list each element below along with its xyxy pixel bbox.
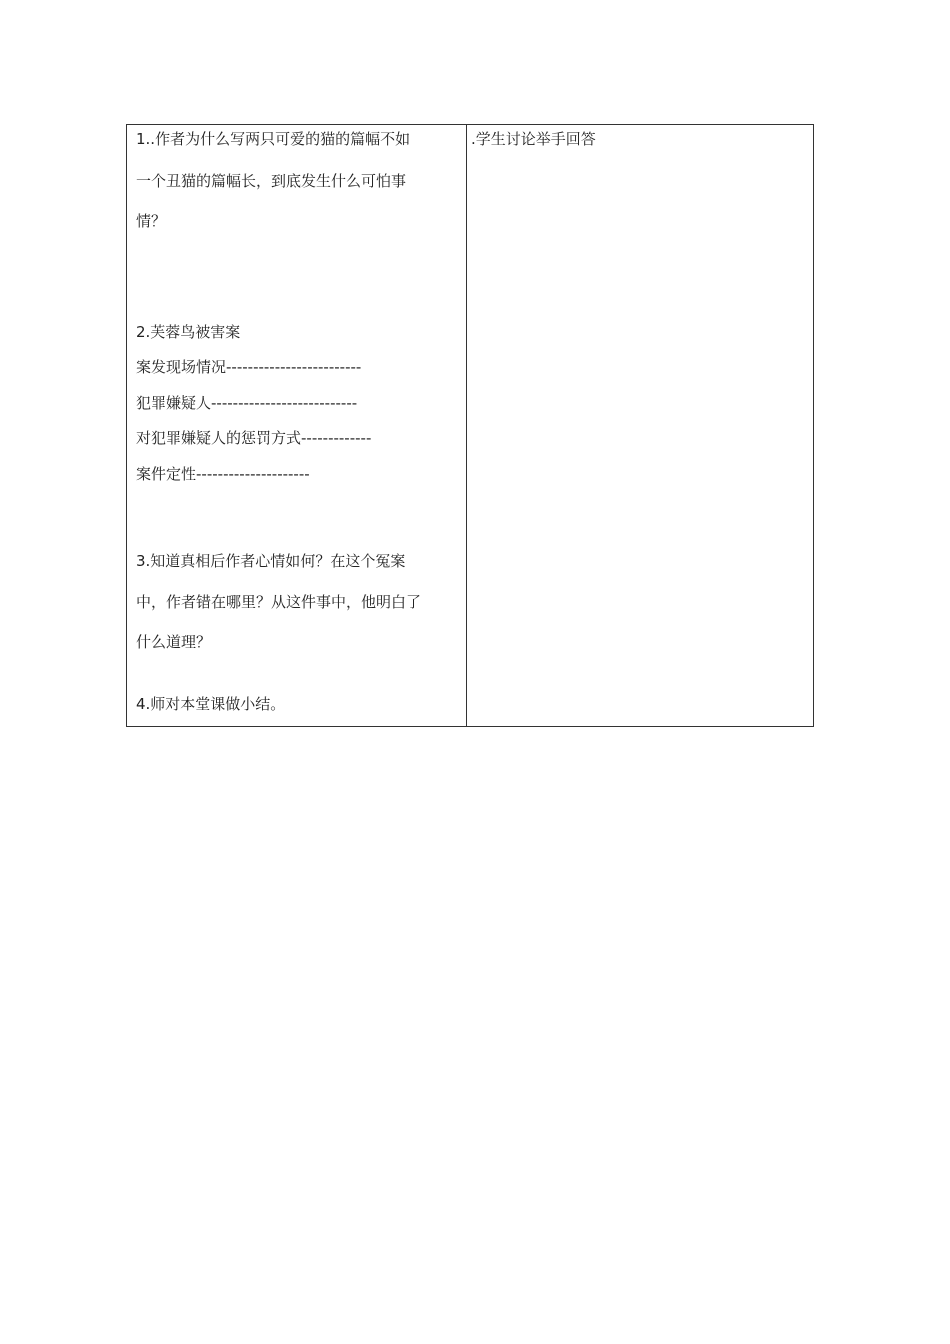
question-1-line-3: 情？ (136, 212, 167, 230)
lesson-table (126, 124, 814, 727)
case-scene-line: 案发现场情况------------------------- (136, 358, 362, 376)
question-3-line-1: 3.知道真相后作者心情如何？在这个冤案 (136, 552, 406, 570)
suspect-line: 犯罪嫌疑人--------------------------- (136, 394, 358, 412)
question-1-line-1: 1..作者为什么写两只可爱的猫的篇幅不如 (136, 130, 411, 148)
question-2-title: 2.芙蓉鸟被害案 (136, 323, 241, 341)
column-divider (466, 125, 467, 726)
question-4: 4.师对本堂课做小结。 (136, 695, 286, 713)
question-3-line-3: 什么道理？ (136, 633, 212, 651)
question-3-line-2: 中，作者错在哪里？从这件事中，他明白了 (136, 593, 422, 611)
student-answer: .学生讨论举手回答 (471, 130, 596, 148)
question-1-line-2: 一个丑猫的篇幅长，到底发生什么可怕事 (136, 172, 407, 190)
punishment-line: 对犯罪嫌疑人的惩罚方式------------- (136, 429, 372, 447)
case-nature-line: 案件定性--------------------- (136, 465, 310, 483)
